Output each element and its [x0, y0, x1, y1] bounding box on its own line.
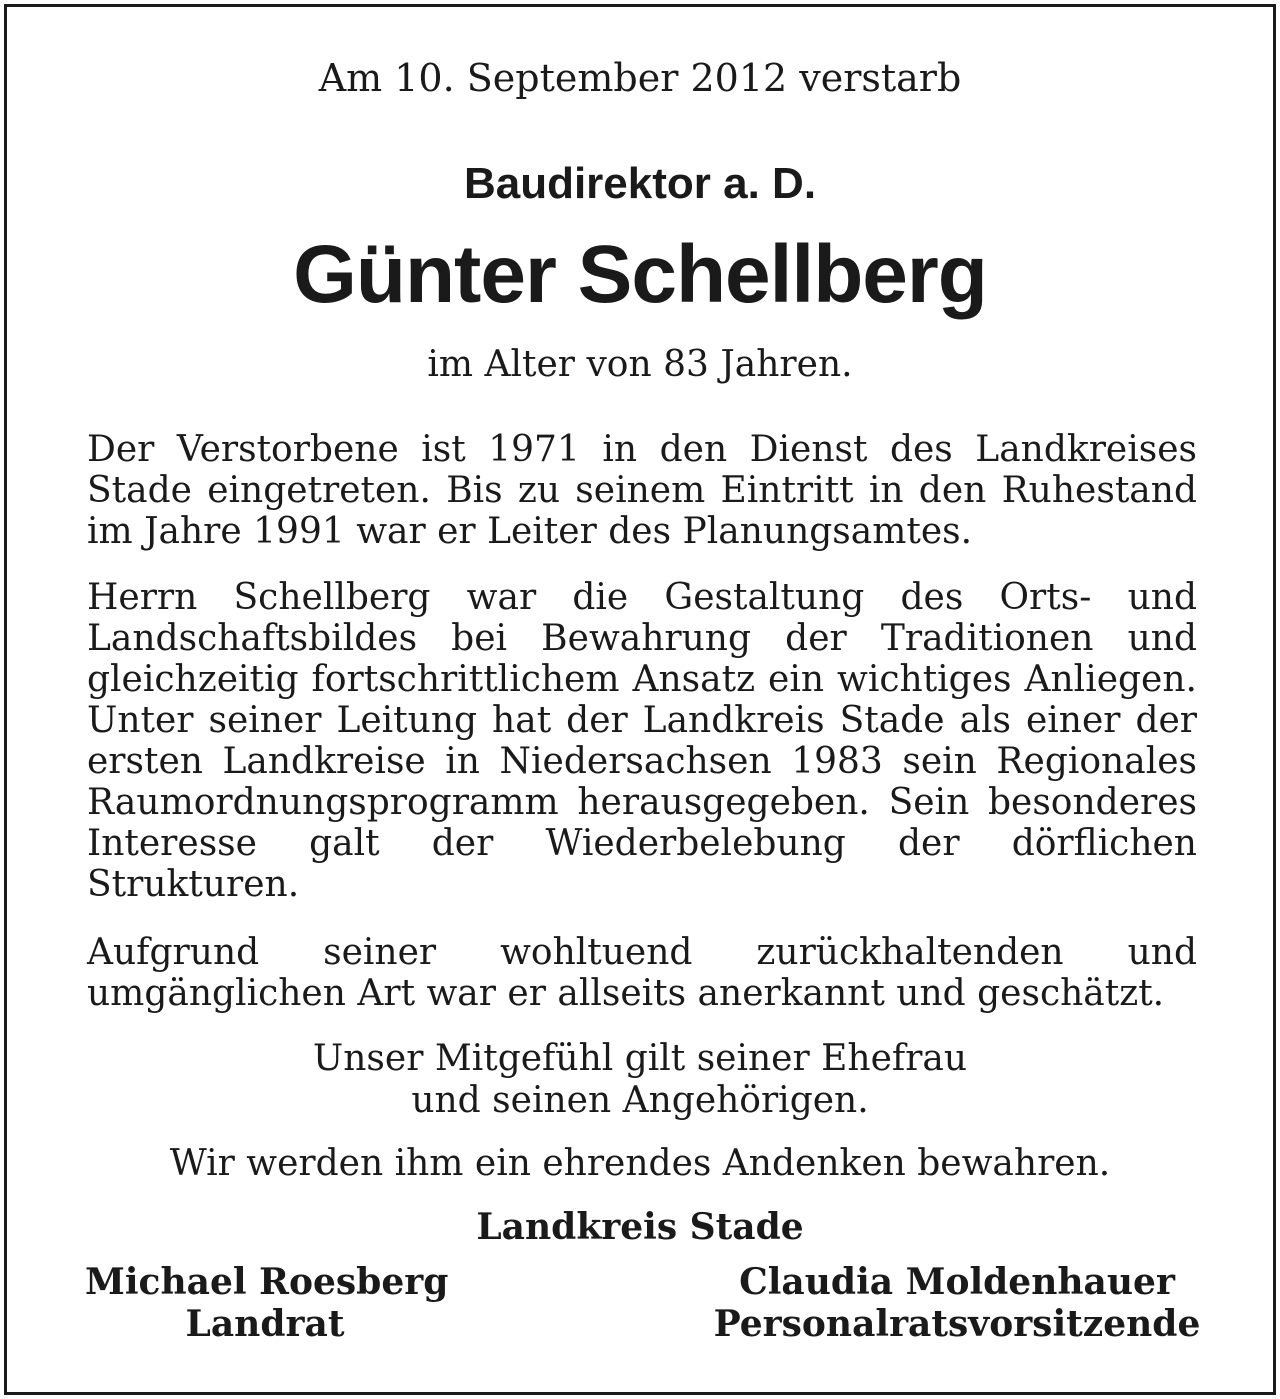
remembrance-line: Wir werden ihm ein ehrendes Andenken bewahren. [169, 1143, 1111, 1184]
signatory-name: Michael Roesberg [85, 1261, 449, 1303]
organization-name: Landkreis Stade [476, 1206, 804, 1248]
age-line: im Alter von 83 Jahren. [427, 344, 853, 385]
intro-line: Am 10. September 2012 verstarb [318, 56, 962, 100]
obituary-notice [4, 4, 1276, 1395]
deceased-name: Günter Schellberg [293, 229, 987, 320]
signatory-left [85, 1261, 449, 1345]
paragraph-career: Der Verstorbene ist 1971 in den Dienst des Landkreises Stade eingetreten. Bis zu seinem Eintritt in den Ruhestand im Jahre 1991 war er Leiter des Planungsamtes. [87, 429, 1197, 552]
signatory-name: Claudia Moldenhauer [739, 1261, 1175, 1303]
condolence-line: und seinen Angehörigen. [411, 1080, 869, 1121]
deceased-title: Baudirektor a. D. [463, 159, 817, 208]
condolence-line: Unser Mitgefühl gilt seiner Ehefrau [312, 1038, 968, 1079]
signatory-right [707, 1261, 1207, 1345]
signatory-role: Landrat [185, 1303, 345, 1345]
paragraph-achievements: Herrn Schellberg war die Gestaltung des Orts- und Landschaftsbildes bei Bewahrung der Traditionen und gleichzeitig fortschrittlichem Ansatz ein wichtiges Anliegen. Unter seiner Leitung hat der Landkreis Stade als einer der ersten Landkreise in Niedersachsen 1983 sein Regionales Raumordnungsprogramm herausgegeben. Sein besonderes Interesse galt der Wiederbelebung der dörflichen Strukturen. [87, 577, 1197, 905]
paragraph-character: Aufgrund seiner wohltuend zurückhaltenden und umgänglichen Art war er allseits anerkannt und geschätzt. [87, 932, 1197, 1014]
signatory-role: Personalratsvorsitzende [713, 1303, 1201, 1345]
condolence-text [7, 1038, 1273, 1122]
